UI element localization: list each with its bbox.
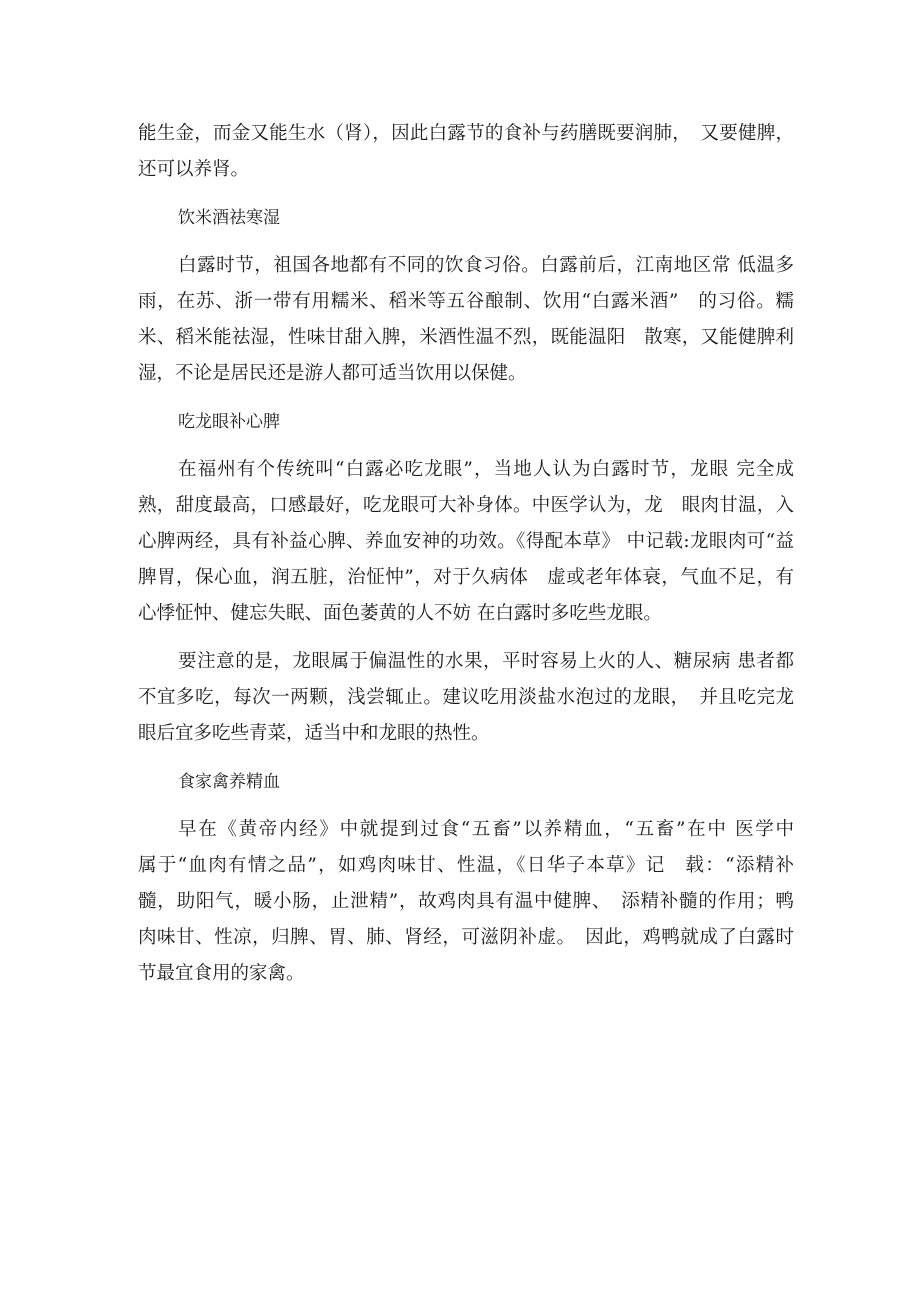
paragraph-line: 雨，在苏、浙一带有用糯米、稻米等五谷酿制、饮用“白露米酒” 的习俗。糯 bbox=[138, 291, 794, 312]
paragraph-line: 属于“血肉有情之品”，如鸡肉味甘、性温，《日华子本草》记 载：“添精补 bbox=[138, 855, 794, 876]
paragraph-line: 肉味甘、性凉，归脾、胃、肺、肾经，可滋阴补虚。 因此，鸡鸭就成了白露时 bbox=[138, 927, 794, 948]
section-heading bbox=[138, 404, 794, 440]
paragraph-line: 髓，助阳气，暖小肠，止泄精”，故鸡肉具有温中健脾、 添精补髓的作用；鸭 bbox=[138, 891, 794, 912]
document-body bbox=[138, 116, 794, 992]
section-heading bbox=[138, 764, 794, 800]
paragraph-gap bbox=[138, 440, 794, 452]
paragraph-line: 心脾两经，具有补益心脾、养血安神的功效。《得配本草》 中记载:龙眼肉可“益 bbox=[138, 531, 794, 552]
paragraph bbox=[138, 452, 794, 632]
paragraph-line: 不宜多吃，每次一两颗，浅尝辄止。建议吃用淡盐水泡过的龙眼， 并且吃完龙 bbox=[138, 687, 794, 708]
paragraph-gap bbox=[138, 632, 794, 644]
section-heading bbox=[138, 200, 794, 236]
paragraph-line: 在福州有个传统叫“白露必吃龙眼”，当地人认为白露时节，龙眼 完全成 bbox=[178, 459, 794, 480]
section-heading-text: 饮米酒祛寒湿 bbox=[178, 208, 280, 228]
paragraph-line: 要注意的是，龙眼属于偏温性的水果，平时容易上火的人、糖尿病 患者都 bbox=[178, 651, 794, 672]
paragraph bbox=[138, 644, 794, 752]
paragraph-line: 节最宜食用的家禽。 bbox=[138, 963, 305, 984]
paragraph-line: 湿，不论是居民还是游人都可适当饮用以保健。 bbox=[138, 363, 527, 384]
paragraph-line: 能生金，而金又能生水（肾），因此白露节的食补与药膳既要润肺， 又要健脾， bbox=[138, 123, 794, 144]
paragraph-line: 心悸怔忡、健忘失眠、面色萎黄的人不妨 在白露时多吃些龙眼。 bbox=[138, 603, 662, 624]
paragraph-line: 还可以养肾。 bbox=[138, 159, 250, 180]
paragraph-line: 眼后宜多吃些青菜，适当中和龙眼的热性。 bbox=[138, 723, 490, 744]
paragraph-line: 白露时节，祖国各地都有不同的饮食习俗。白露前后，江南地区常 低温多 bbox=[178, 255, 794, 276]
paragraph bbox=[138, 812, 794, 992]
paragraph-line: 脾胃，保心血，润五脏，治怔忡”，对于久病体 虚或老年体衰，气血不足，有 bbox=[138, 567, 794, 588]
paragraph-gap bbox=[138, 800, 794, 812]
section-heading-text: 吃龙眼补心脾 bbox=[178, 412, 280, 432]
section-heading-text: 食家禽养精血 bbox=[178, 772, 280, 792]
paragraph-gap bbox=[138, 392, 794, 404]
paragraph bbox=[138, 248, 794, 392]
paragraph-gap bbox=[138, 752, 794, 764]
paragraph bbox=[138, 116, 794, 188]
paragraph-line: 米、稻米能祛湿，性味甘甜入脾，米酒性温不烈，既能温阳 散寒，又能健脾利 bbox=[138, 327, 794, 348]
paragraph-line: 早在《黄帝内经》中就提到过食“五畜”以养精血，“五畜”在中 医学中 bbox=[178, 819, 794, 840]
paragraph-gap bbox=[138, 236, 794, 248]
paragraph-line: 熟，甜度最高，口感最好，吃龙眼可大补身体。中医学认为，龙 眼肉甘温，入 bbox=[138, 495, 794, 516]
paragraph-gap bbox=[138, 188, 794, 200]
